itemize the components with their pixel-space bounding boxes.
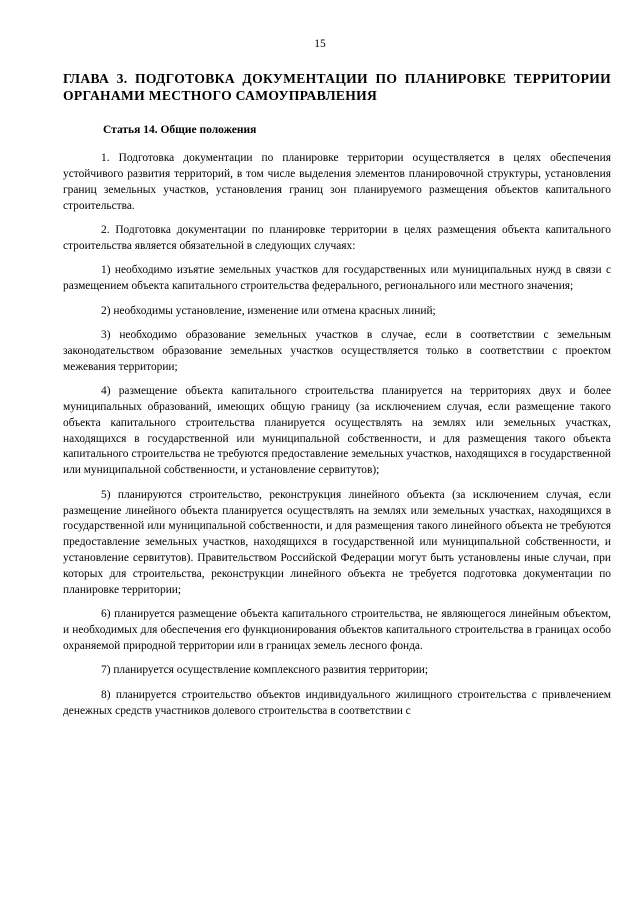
list-item-7: 7) планируется осуществление комплексного развития территории;	[101, 664, 429, 677]
document-body	[63, 151, 611, 728]
list-item-2: 2) необходимы установление, изменение или отмена красных линий;	[101, 304, 436, 317]
paragraph-1: 1. Подготовка документации по планировке территории осуществляется в целях обеспечения устойчивого развития территорий, в том числе выделения элементов планировочной структуры, установления границ земельных участков, установления границ зон планируемого размещения объектов капитального строительства.	[63, 152, 611, 212]
list-item-1: 1) необходимо изъятие земельных участков для государственных или муниципальных нужд в связи с размещением объекта капитального строительства федерального, регионального или местного значения;	[63, 264, 611, 293]
paragraph-2: 2. Подготовка документации по планировке территории в целях размещения объекта капитального строительства является обязательной в следующих случаях:	[63, 223, 611, 252]
chapter-title: ГЛАВА 3. ПОДГОТОВКА ДОКУМЕНТАЦИИ ПО ПЛАНИРОВКЕ ТЕРРИТОРИИ ОРГАНАМИ МЕСТНОГО САМОУПРАВЛЕНИЯ	[63, 71, 611, 103]
list-item-8: 8) планируется строительство объектов индивидуального жилищного строительства с привлечением денежных средств участников долевого строительства в соответствии с	[63, 688, 611, 717]
list-item-5: 5) планируются строительство, реконструкция линейного объекта (за исключением случая, если размещение линейного объекта планируется осуществлять на землях или земельных участках, находящихся в государственной или муниципальной собственности, и для размещения такого линейного объекта не требуются предоставление земельных участков, находящихся в государственной или муниципальной собственности, и установление сервитутов). Правительством Российской Федерации могут быть установлены иные случаи, при которых для строительства, реконструкции линейного объекта не требуется подготовка документации по планировке территории;	[63, 488, 611, 596]
article-title: Статья 14. Общие положения	[103, 124, 257, 136]
page-number: 15	[314, 38, 326, 50]
list-item-6: 6) планируется размещение объекта капитального строительства, не являющегося линейным объектом, и необходимых для обеспечения его функционирования объектов капитального строительства в границах особо охраняемой природной территории или в границах земель лесного фонда.	[63, 608, 611, 652]
list-item-3: 3) необходимо образование земельных участков в случае, если в соответствии с земельным законодательством образование земельных участков осуществляется только в соответствии с проектом межевания территории;	[63, 328, 611, 373]
list-item-4: 4) размещение объекта капитального строительства планируется на территориях двух и более муниципальных образований, имеющих общую границу (за исключением случая, если размещение такого объекта капитального строительства планируется осуществлять на землях или земельных участках, находящихся в государственной или муниципальной собственности, и для размещения такого объекта капитального строительства не требуются предоставление земельных участков, находящихся в государственной или муниципальной собственности, и установление сервитутов);	[63, 385, 611, 477]
